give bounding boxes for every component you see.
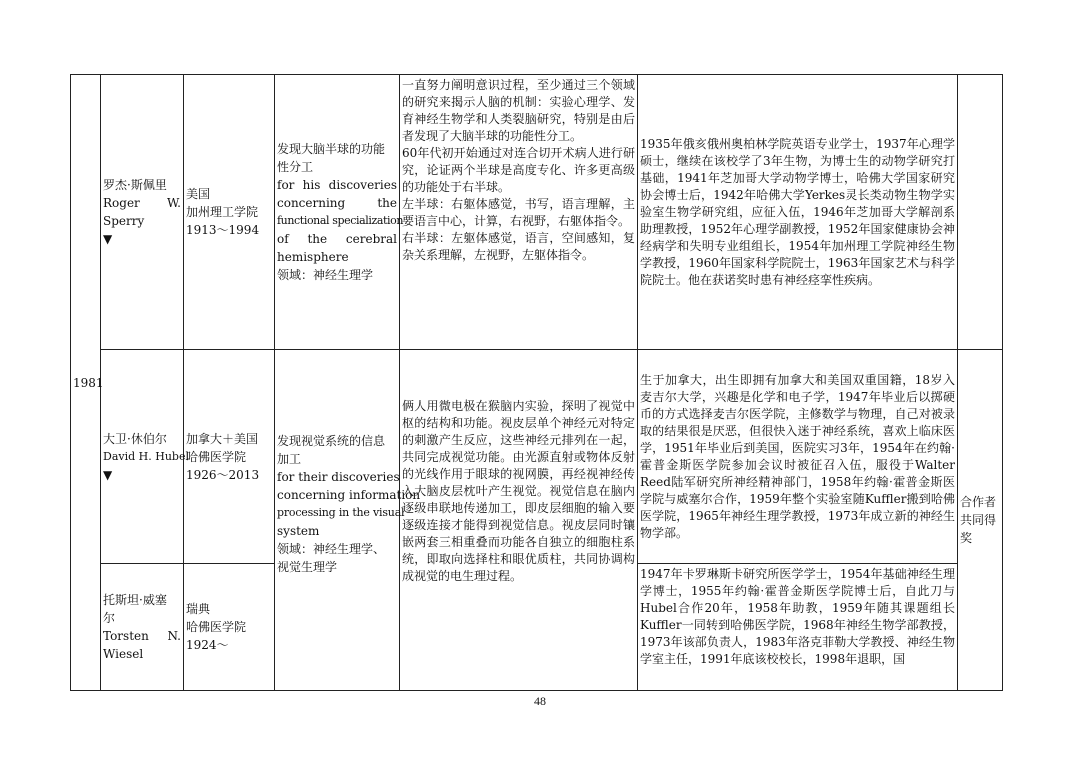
laureate-name-en-line: Sperry	[103, 214, 145, 228]
page-number: 48	[534, 694, 546, 708]
laureate-name-en: David H. Hubel	[103, 449, 189, 463]
description-paragraph: 俩人用微电极在猴脑内实验，探明了视觉中枢的结构和功能。视皮层单个神经元对特定的刺激产生反应，这些神经元排列在一起，共同完成视觉功能。由光源直射或物体反射的光线作用于眼球的视网膜，再经视神经传入大脑皮层枕叶产生视觉。视觉信息在脑内逐级串联地传递加工，即皮层细胞的输入要逐级连接才能得到视觉信息。视皮层同时镶嵌两套三相重叠而功能各自独立的细胞柱系统，即取向选择柱和眼优质柱，共同协调构成视觉的电生理过程。	[402, 399, 635, 583]
biography: 1947年卡罗琳斯卡研究所医学学士，1954年基础神经生理学博士，1955年约翰·霍普金斯医学院博士后，自此刀与Hubel合作20年，1958年助教，1959年随其课题组长Kuffler一同转到哈佛医学院，1968年神经生物学部教授，1973年该部负责人，1983年洛克菲勒大学教授、神经生物学室主任，1991年底该校校长，1998年退职，国	[640, 567, 955, 666]
lifespan: 1924～	[186, 638, 229, 652]
note-cell	[958, 75, 1003, 350]
year-cell	[71, 75, 104, 691]
affiliation-cell	[184, 350, 275, 564]
prize-reason-en-line: for his discoveries	[277, 178, 397, 192]
description-paragraph: 一直努力阐明意识过程，至少通过三个领域的研究来揭示人脑的机制：实验心理学、发育神经生物学和人类裂脑研究，特别是由后者发现了大脑半球的功能性分工。	[402, 78, 635, 143]
name-cell	[101, 75, 184, 350]
laureate-name-en: Torsten N.	[103, 629, 181, 643]
field: 领域：神经生理学	[277, 268, 374, 282]
biography-cell	[638, 564, 958, 691]
laureate-name-en-line: Wiesel	[103, 647, 144, 661]
lifespan: 1913～1994	[186, 223, 260, 237]
table-row	[71, 75, 1003, 350]
institution: 加州理工学院	[186, 205, 259, 219]
description-paragraph: 右半球：左躯体感觉，语言，空间感知，复杂关系理解，左视野，左躯体指令。	[402, 231, 635, 262]
lifespan: 1926～2013	[186, 467, 260, 482]
country: 瑞典	[186, 602, 211, 616]
prize-reason-en-line: system	[277, 524, 320, 538]
description-paragraph: 左半球：右躯体感觉，书写，语言理解，主要语言中心，计算，右视野，右躯体指令。	[402, 197, 635, 228]
year: 1981	[73, 375, 104, 390]
shared-prize-note: 合作者共同得奖	[960, 495, 997, 545]
prize-reason-en-line: processing in the visual	[277, 506, 405, 519]
institution: 哈佛医学院	[186, 620, 247, 634]
name-cell	[101, 350, 189, 564]
prize-cell	[275, 350, 421, 691]
laureate-name-zh: 托斯坦·威塞	[103, 593, 167, 607]
description-cell	[400, 350, 638, 691]
prize-reason-en-line: functional specialization	[277, 214, 404, 227]
biography: 生于加拿大，出生即拥有加拿大和美国双重国籍，18岁入麦吉尔大学，兴趣是化学和电子学，1947年毕业后以掷硬币的方式选择麦吉尔医学院，主修数学与物理，自己对被录取的结果很是厌恶，但很快入迷于神经系统，喜欢上临床医学，1951年毕业后到美国，医院实习3年，1954年在约翰·霍普金斯医学院参加会议时被征召入伍，服役于Walter Reed陆军研究所神经精神部门，1958年约翰·霍普金斯医学院与威塞尔合作，1959年整个实验室随Kuffler搬到哈佛医学院，1965年神经生理学教授，1973年成立新的神经生物学部。	[640, 372, 955, 540]
biography-cell	[638, 75, 958, 350]
laureate-name-zh: 大卫·休伯尔	[103, 431, 167, 446]
country: 加拿大＋美国	[186, 431, 259, 446]
biography: 1935年俄亥俄州奥柏林学院英语专业学士，1937年心理学硕士，继续在该校学了3年生物，为博士生的动物学研究打基础，1941年芝加哥大学动物学博士，哈佛大学国家研究协会博士后，1942年哈佛大学Yerkes灵长类动物生物学实验室生物学研究组，应征入伍，1946年芝加哥大学解剖系助理教授，1952年心理学副教授，1952年国家健康协会神经病学和失明专业组组长，1954年加州理工学院神经生物学教授，1960年国家科学院院士，1963年国家艺术与科学院院士。他在获诺奖时患有神经痉挛性疾病。	[640, 136, 955, 287]
prize-reason-zh: 发现大脑半球的功能	[277, 142, 386, 156]
prize-reason-en-line: for their discoveries	[277, 470, 400, 484]
table-row	[71, 350, 1003, 564]
country: 美国	[186, 187, 211, 201]
description-cell	[400, 75, 638, 350]
prize-reason-en-line: of the cerebral	[277, 232, 397, 246]
prize-reason-en-line: concerning information	[277, 488, 421, 502]
field-line: 视觉生理学	[277, 560, 338, 574]
note-cell	[958, 350, 1003, 691]
description-paragraph: 60年代初开始通过对连合切开术病人进行研究，论证两个半球是高度专化、许多更高级的功能处于右半球。	[402, 146, 635, 194]
prize-reason-zh: 发现视觉系统的信息	[277, 434, 386, 448]
triangle-marker-icon: ▼	[103, 232, 113, 246]
laureate-name-en: Roger W.	[103, 196, 181, 210]
prize-reason-zh-line: 性分工	[277, 160, 314, 174]
laureate-name-zh-line: 尔	[103, 611, 116, 625]
prize-cell	[275, 75, 404, 350]
name-cell	[101, 564, 184, 691]
prize-reason-en-line: concerning the	[277, 196, 397, 210]
triangle-marker-icon: ▼	[103, 467, 113, 482]
affiliation-cell	[184, 564, 275, 691]
field: 领域：神经生理学、	[277, 542, 386, 556]
affiliation-cell	[184, 75, 275, 350]
prize-reason-zh-line: 加工	[277, 452, 302, 466]
laureate-table	[70, 74, 1003, 691]
laureate-name-zh: 罗杰·斯佩里	[103, 178, 167, 192]
institution: 哈佛医学院	[186, 449, 247, 464]
biography-cell	[638, 350, 958, 564]
prize-reason-en-line: hemisphere	[277, 250, 349, 264]
